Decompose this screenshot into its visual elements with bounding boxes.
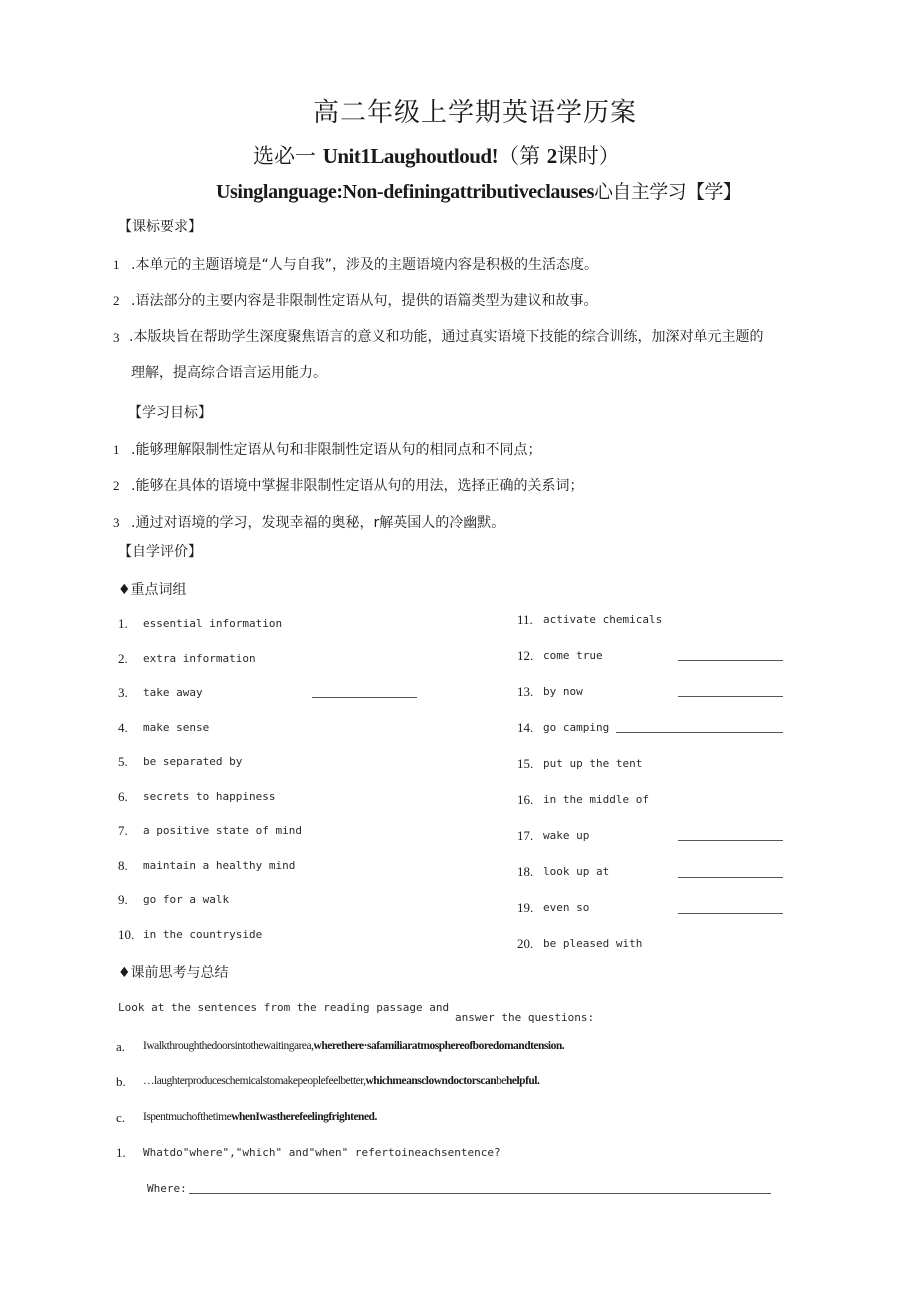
where-label: Where: xyxy=(147,1182,187,1195)
sentence-b xyxy=(143,1075,539,1087)
phrase-text: extra information xyxy=(143,652,256,665)
subtitle-end: 课时） xyxy=(556,144,620,168)
objective-1-num: 1 xyxy=(113,442,120,457)
question-text: Whatdo"where","which" and"when" refertoineachsentence? xyxy=(143,1146,501,1159)
phrase-num: 13. xyxy=(517,684,534,699)
phrase-num: 12. xyxy=(517,648,534,663)
phrase-text: be pleased with xyxy=(543,937,643,950)
objective-2-text: .能够在具体的语境中掌握非限制性定语从句的用法，选择正确的关系词； xyxy=(131,478,584,494)
objective-1-text: .能够理解限制性定语从句和非限制性定语从句的相同点和不同点； xyxy=(131,442,542,458)
phrases-heading: ♦重点词组 xyxy=(118,582,187,598)
sentence-plain: Ispentmuchofthetime xyxy=(143,1111,232,1123)
phrase-text: look up at xyxy=(543,865,610,878)
subtitle-prefix: 选必一 xyxy=(253,144,316,168)
phrase-num: 14. xyxy=(517,720,534,735)
phrase-num: 2. xyxy=(118,651,128,666)
standards-heading: 【课标要求】 xyxy=(118,219,202,235)
lesson-topic xyxy=(216,177,741,204)
phrase-num: 8. xyxy=(118,858,128,873)
standard-1-num: 1 xyxy=(113,257,120,272)
standard-3-cont: 理解，提高综合语言运用能力。 xyxy=(131,365,327,381)
answer-blank[interactable] xyxy=(678,696,783,697)
phrase-text: even so xyxy=(543,901,590,914)
preview-intro-cont: answer the questions: xyxy=(455,1011,595,1024)
phrase-num: 4. xyxy=(118,720,128,735)
phrase-text: by now xyxy=(543,685,583,698)
objective-3-num: 3 xyxy=(113,515,120,530)
standard-2-text: .语法部分的主要内容是非限制性定语从句，提供的语篇类型为建议和故事。 xyxy=(131,293,598,309)
sentence-label: a. xyxy=(116,1039,126,1054)
phrase-text: activate chemicals xyxy=(543,613,663,626)
preview-heading: ♦课前思考与总结 xyxy=(118,965,229,981)
answer-blank[interactable] xyxy=(678,840,783,841)
standard-3-num: 3 xyxy=(113,330,120,345)
phrase-num: 15. xyxy=(517,756,534,771)
phrase-text: put up the tent xyxy=(543,757,643,770)
phrase-num: 3. xyxy=(118,685,128,700)
phrase-num: 16. xyxy=(517,792,534,807)
phrase-num: 6. xyxy=(118,789,128,804)
phrase-text: in the middle of xyxy=(543,793,649,806)
phrase-num: 1. xyxy=(118,616,128,631)
phrase-text: be separated by xyxy=(143,755,243,768)
phrase-num: 20. xyxy=(517,936,534,951)
where-answer-blank[interactable] xyxy=(189,1193,771,1194)
subtitle-unit: Unit1Laughoutloud! xyxy=(322,144,499,168)
lesson-subtitle xyxy=(253,140,620,170)
objective-3-text: .通过对语境的学习，发现幸福的奥秘，r解英国人的冷幽默。 xyxy=(131,515,506,531)
objectives-heading: 【学习目标】 xyxy=(128,405,212,421)
sentence-c xyxy=(143,1111,377,1123)
answer-blank[interactable] xyxy=(678,913,783,914)
preview-intro: Look at the sentences from the reading passage and xyxy=(118,1001,450,1014)
phrase-text: go camping xyxy=(543,721,610,734)
subtitle-num: 2 xyxy=(546,144,557,168)
phrase-text: make sense xyxy=(143,721,210,734)
phrase-num: 18. xyxy=(517,864,534,879)
standard-1-text: .本单元的主题语境是“人与自我”，涉及的主题语境内容是积极的生活态度。 xyxy=(131,257,598,273)
phrase-num: 19. xyxy=(517,900,534,915)
phrase-num: 5. xyxy=(118,754,128,769)
answer-blank[interactable] xyxy=(312,697,417,698)
topic-english: Usinglanguage:Non-definingattributiveclauses xyxy=(216,181,594,203)
phrase-text: a positive state of mind xyxy=(143,824,302,837)
sentence-label: b. xyxy=(116,1074,126,1089)
sentence-bold: wherethere·safamiliaratmosphereofboredomandtension. xyxy=(313,1040,565,1052)
sentence-bold: helpful. xyxy=(505,1075,540,1087)
phrase-text: essential information xyxy=(143,617,283,630)
question-num: 1. xyxy=(116,1145,126,1160)
sentence-plain: Iwalkthroughthedoorsintothewaitingarea, xyxy=(143,1040,314,1052)
standard-2-num: 2 xyxy=(113,293,120,308)
phrase-num: 9. xyxy=(118,892,128,907)
sentence-bold: whichmeansclowndoctorscan xyxy=(365,1075,497,1087)
self-eval-heading: 【自学评价】 xyxy=(118,544,202,560)
phrase-text: wake up xyxy=(543,829,590,842)
phrase-text: go for a walk xyxy=(143,893,230,906)
topic-chinese: 心自主学习【学】 xyxy=(594,181,742,203)
phrase-text: maintain a healthy mind xyxy=(143,859,296,872)
objective-2-num: 2 xyxy=(113,478,120,493)
sentence-label: c. xyxy=(116,1110,126,1125)
phrase-text: in the countryside xyxy=(143,928,263,941)
phrase-num: 10. xyxy=(118,927,135,942)
page-title: 高二年级上学期英语学历案 xyxy=(312,98,637,128)
phrase-text: take away xyxy=(143,686,203,699)
sentence-plain: …laughterproduceschemicalstomakepeoplefeelbetter, xyxy=(143,1075,366,1087)
standard-3-text: .本版块旨在帮助学生深度聚焦语言的意义和功能，通过真实语境下技能的综合训练，加深对单元主题的 xyxy=(129,329,764,345)
answer-blank[interactable] xyxy=(678,660,783,661)
phrase-num: 17. xyxy=(517,828,534,843)
sentence-a xyxy=(143,1040,564,1052)
subtitle-suffix: （第 xyxy=(498,144,541,168)
phrase-text: secrets to happiness xyxy=(143,790,276,803)
answer-blank[interactable] xyxy=(616,732,783,733)
sentence-bold: whenIwastherefeelingfrightened. xyxy=(231,1111,377,1123)
phrase-text: come true xyxy=(543,649,603,662)
sentence-plain: be xyxy=(496,1075,506,1087)
answer-blank[interactable] xyxy=(678,877,783,878)
phrase-num: 11. xyxy=(517,612,533,627)
phrase-num: 7. xyxy=(118,823,128,838)
